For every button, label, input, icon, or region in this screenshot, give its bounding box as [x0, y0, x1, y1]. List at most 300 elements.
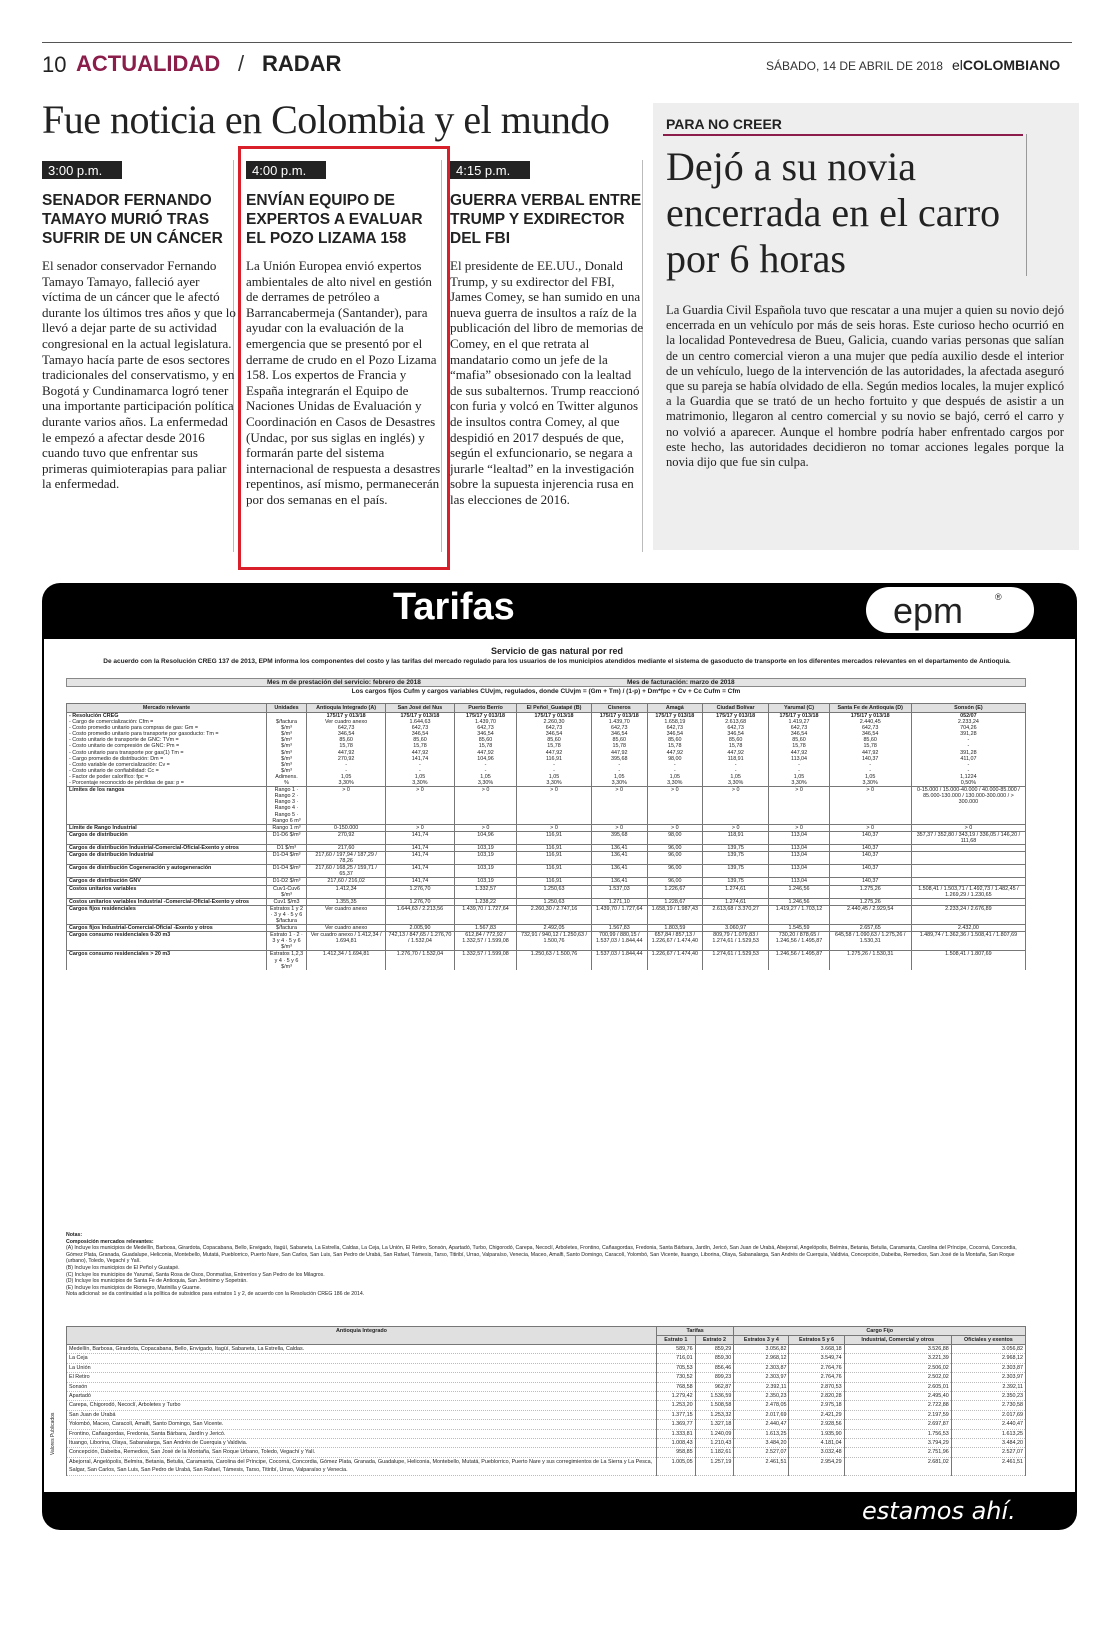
- cf-value: 2.017,69: [734, 1410, 789, 1419]
- table-cell: 15,78: [591, 743, 647, 749]
- row-unit: $/factura: [267, 925, 307, 932]
- table-cell: Ver cuadro anexo: [307, 719, 386, 725]
- cf-value: 2.681,02: [844, 1457, 951, 1475]
- table-cell: 140,37: [829, 878, 911, 885]
- time-badge: 4:00 p.m.: [246, 161, 326, 179]
- cf-municipality: Concepción, Dabeiba, Remedios, San José de la Montaña, San Roque Urbano, Toledo, Vegachí y Yalí.: [67, 1448, 657, 1457]
- cf-municipality: Ituango, Liborina, Olaya, Sabanalarga, San Andrés de Cuerquia y Valdivia.: [67, 1439, 657, 1448]
- table-row: [67, 925, 1026, 932]
- brief-title: SENADOR FERNANDO TAMAYO MURIÓ TRAS SUFRIR DE UN CÁNCER: [42, 192, 223, 247]
- cf-row: [67, 1420, 1026, 1429]
- table-cell: 85,60: [307, 737, 386, 743]
- table-cell: 346,54: [647, 731, 702, 737]
- table-cell: 1.250,63 / 1.500,76: [517, 951, 591, 970]
- table-cell: 15,78: [307, 743, 386, 749]
- table-cell: 118,91: [702, 756, 769, 762]
- table-cell: 1.439,70 / 1.727,64: [454, 905, 517, 924]
- table-cell: 346,54: [454, 731, 517, 737]
- row-label: - Resolución CREG: [67, 713, 267, 720]
- table-cell: -: [454, 762, 517, 768]
- cf-value: 2.975,18: [789, 1401, 844, 1410]
- table-cell: 15,78: [647, 743, 702, 749]
- row-unit: D1 $/m³: [267, 844, 307, 851]
- row-label: - Cargo promedio de distribución: Dm =: [67, 756, 267, 762]
- brief-body: La Unión Europea envió expertos ambientales de alto nivel en gestión de derrames de petróleo a Barrancabermeja (Santander), para ayudar con la evaluación de la emergencia que se presentó por el derrame de crudo en el Pozo Lizama 158. Los expertos de Francia y España integrarán el Equipo de Naciones Unidas de Evaluación y Coordinación en Casos de Desastres (Undac, por sus siglas en inglés) y formarán parte del sistema internacional de respuesta a desastres repentinos, así mismo, permanecerán por dos semanas en el país.: [246, 258, 441, 507]
- table-cell: 1.332,57: [454, 885, 517, 898]
- table-cell: 141,74: [386, 831, 454, 844]
- row-unit: $/factura: [267, 719, 307, 725]
- table-cell: 85,60: [454, 737, 517, 743]
- row-label: Cargos consumo residenciales 0-20 m3: [67, 932, 267, 951]
- side-tag: Valores Publicados: [50, 1412, 56, 1455]
- table-cell: -: [702, 768, 769, 774]
- table-cell: 85,60: [647, 737, 702, 743]
- sidebar-kicker: PARA NO CREER: [666, 116, 782, 132]
- cf-value: 589,76: [657, 1345, 696, 1354]
- table-cell: 1.439,70 / 1.727,64: [591, 905, 647, 924]
- table-row: [67, 878, 1026, 885]
- table-cell: 140,37: [829, 756, 911, 762]
- cf-value: 1.613,25: [951, 1429, 1025, 1438]
- table-cell: 1.355,35: [307, 898, 386, 905]
- table-cell: 642,73: [517, 725, 591, 731]
- table-cell: 116,91: [517, 878, 591, 885]
- table-cell: 1,05: [591, 774, 647, 780]
- table-cell: 1.274,61 / 1.529,53: [702, 951, 769, 970]
- table-cell: 85,60: [517, 737, 591, 743]
- table-cell: 85,60: [702, 737, 769, 743]
- table-cell: 1.274,61: [702, 898, 769, 905]
- table-cell: 1.545,59: [769, 925, 829, 932]
- table-cell: 175/17 y 013/18: [829, 713, 911, 720]
- table-cell: 1,05: [769, 774, 829, 780]
- table-cell: 346,54: [769, 731, 829, 737]
- table-row: [67, 831, 1026, 844]
- table-cell: 447,92: [454, 750, 517, 756]
- col-header: San José del Nus: [386, 704, 454, 713]
- note-text: (C) Incluye los municipios de Yarumal, Santa Rosa de Osos, Donmatías, Entrerríos y San Pedro de los Milagros.: [66, 1271, 325, 1278]
- table-cell: 3,30%: [454, 780, 517, 787]
- table-cell: 3.060,97: [702, 925, 769, 932]
- table-row: [67, 865, 1026, 878]
- table-cell: 1.246,56 / 1.495,87: [769, 951, 829, 970]
- cf-value: 2.502,02: [844, 1373, 951, 1382]
- cf-value: 2.495,40: [844, 1392, 951, 1401]
- note-line: [66, 1265, 1026, 1272]
- table-cell: -: [647, 768, 702, 774]
- note-text: (D) Incluye los municipios de Santa Fe de Antioquia, San Jerónimo y Sopetrán.: [66, 1278, 248, 1285]
- note-line: [66, 1245, 1026, 1265]
- table-cell: 2.657,65: [829, 925, 911, 932]
- table-cell: 1.412,34 / 1.694,81: [307, 951, 386, 970]
- table-cell: 136,41: [591, 844, 647, 851]
- registered-mark: ®: [995, 592, 1002, 602]
- table-cell: 1,05: [307, 774, 386, 780]
- cf-value: 1.240,09: [695, 1429, 734, 1438]
- table-cell: 391,28: [911, 731, 1025, 737]
- row-unit: Rango 1 m³: [267, 824, 307, 831]
- table-cell: 139,75: [702, 852, 769, 865]
- table-cell: > 0: [307, 787, 386, 825]
- table-cell: > 0: [517, 787, 591, 825]
- cf-group-tarifas: Tarifas: [657, 1327, 734, 1336]
- table-cell: 642,73: [647, 725, 702, 731]
- cf-value: 1.210,43: [695, 1439, 734, 1448]
- table-cell: -: [911, 768, 1025, 774]
- cf-value: 2.197,59: [844, 1410, 951, 1419]
- cf-value: 2.764,76: [789, 1373, 844, 1382]
- table-cell: 1.250,63: [517, 885, 591, 898]
- cf-value: 1.279,42: [657, 1392, 696, 1401]
- row-label: - Costo unitario de compresión de GNC: Pm =: [67, 743, 267, 749]
- table-cell: 113,04: [769, 852, 829, 865]
- table-cell: 346,54: [307, 731, 386, 737]
- cf-value: 3.032,48: [789, 1448, 844, 1457]
- tarifas-title: Tarifas: [393, 586, 515, 628]
- cf-value: 1.536,59: [695, 1392, 734, 1401]
- cf-value: 2.605,01: [844, 1382, 951, 1391]
- cf-value: 2.730,58: [951, 1401, 1025, 1410]
- table-cell: 1.419,27: [769, 719, 829, 725]
- row-unit: %: [267, 780, 307, 787]
- table-cell: 96,00: [647, 878, 702, 885]
- table-cell: > 0: [769, 824, 829, 831]
- cf-value: 1.253,20: [657, 1401, 696, 1410]
- time-badge: 3:00 p.m.: [42, 161, 122, 179]
- cf-value: 962,87: [695, 1382, 734, 1391]
- billing-period-bar: [66, 678, 1026, 687]
- row-label: Cargos de distribución Industrial: [67, 852, 267, 865]
- col-header: Mercado relevante: [67, 704, 267, 713]
- cf-value: 1.369,77: [657, 1420, 696, 1429]
- table-row: [67, 885, 1026, 898]
- row-unit: Estratos 1 y 2 · 3 y 4 · 5 y 6 $/factura: [267, 905, 307, 924]
- table-cell: 1.274,61: [702, 885, 769, 898]
- table-cell: -: [829, 768, 911, 774]
- table-cell: 391,28: [911, 750, 1025, 756]
- cf-value: 1.253,32: [695, 1410, 734, 1419]
- brief-title: ENVÍAN EQUIPO DE EXPERTOS A EVALUAR EL POZO LIZAMA 158: [246, 192, 423, 247]
- table-cell: 2.233,24: [911, 719, 1025, 725]
- row-unit: $/m³: [267, 731, 307, 737]
- cf-title: Antioquia Integrado: [67, 1327, 657, 1345]
- col-header: Sonsón (E): [911, 704, 1025, 713]
- sidebar-title: Dejó a su novia encerrada en el carro por 6 horas: [666, 144, 1001, 281]
- note-line: [66, 1285, 1026, 1292]
- table-cell: 346,54: [591, 731, 647, 737]
- cf-value: 2.440,47: [734, 1420, 789, 1429]
- row-label: - Costo unitario para transporte por gas(1) Tm =: [67, 750, 267, 756]
- cf-value: 1.257,19: [695, 1457, 734, 1475]
- table-cell: 217,60 / 197,94 / 187,29 / 78,26: [307, 852, 386, 865]
- cf-value: 3.056,82: [951, 1345, 1025, 1354]
- brief-title: GUERRA VERBAL ENTRE TRUMP Y EXDIRECTOR DEL FBI: [450, 192, 642, 247]
- table-cell: 116,91: [517, 865, 591, 878]
- table-cell: 346,54: [386, 731, 454, 737]
- table-cell: 642,73: [591, 725, 647, 731]
- row-unit: Rango 1 · Rango 2 · Rango 3 · Rango 4 · Rango 5 · Rango 6 m³: [267, 787, 307, 825]
- table-cell: 15,78: [517, 743, 591, 749]
- table-cell: > 0: [911, 824, 1025, 831]
- cf-value: 2.303,97: [951, 1373, 1025, 1382]
- row-label: Costos unitarios variables Industrial -Comercial-Oficial-Exento y otros: [67, 898, 267, 905]
- cf-municipality: Apartadó: [67, 1392, 657, 1401]
- row-label: Cargos de distribución Cogeneración y autogeneración: [67, 865, 267, 878]
- table-row: [67, 713, 1026, 720]
- table-cell: 139,75: [702, 878, 769, 885]
- table-cell: 052/07: [911, 713, 1025, 720]
- table-cell: -: [911, 762, 1025, 768]
- col-header: Puerto Berrío: [454, 704, 517, 713]
- table-cell: 98,00: [647, 756, 702, 762]
- table-cell: 98,00: [647, 831, 702, 844]
- table-cell: [911, 878, 1025, 885]
- col-header: Yarumal (C): [769, 704, 829, 713]
- cf-municipality: Sonsón: [67, 1382, 657, 1391]
- cf-row: [67, 1439, 1026, 1448]
- brief-body: El presidente de EE.UU., Donald Trump, y su exdirector del FBI, James Comey, se han sumido en una nueva guerra de insultos a raíz de la publicación del libro de memorias de Comey, en el que retrata al mandatario como un jefe de la “mafia” obsesionado con la lealtad de sus subalternos. Trump reaccionó con furia y volcó en Twitter algunos de insultos contra Comey, al que despidió en 2017 después de que, según el exfuncionario, se negara a jurarle “lealtad” en la investigación sobre la supuesta injerencia rusa en las elecciones de 2016.: [450, 258, 644, 507]
- table-cell: 141,74: [386, 878, 454, 885]
- cf-value: 1.935,90: [789, 1429, 844, 1438]
- row-unit: $/m³: [267, 750, 307, 756]
- table-cell: 447,92: [517, 750, 591, 756]
- row-label: - Factor de poder calorífico: fpc =: [67, 774, 267, 780]
- table-cell: 1.419,27 / 1.703,12: [769, 905, 829, 924]
- table-cell: 118,91: [702, 831, 769, 844]
- cf-value: 2.751,96: [844, 1448, 951, 1457]
- cf-value: 2.017,69: [951, 1410, 1025, 1419]
- table-cell: 642,73: [454, 725, 517, 731]
- cf-value: 2.870,53: [789, 1382, 844, 1391]
- cf-value: 3.484,20: [734, 1439, 789, 1448]
- table-row: [67, 844, 1026, 851]
- cf-value: 4.181,04: [789, 1439, 844, 1448]
- cf-value: 1.333,81: [657, 1429, 696, 1438]
- cf-municipality: El Retiro: [67, 1373, 657, 1382]
- cf-value: 3.668,18: [789, 1345, 844, 1354]
- cf-value: 2.928,56: [789, 1420, 844, 1429]
- row-unit: $/m³: [267, 756, 307, 762]
- cf-row: [67, 1373, 1026, 1382]
- row-label: - Costo promedio unitario para compras de gas: Gm =: [67, 725, 267, 731]
- cf-value: 716,01: [657, 1354, 696, 1363]
- table-cell: 1,05: [454, 774, 517, 780]
- table-cell: 175/17 y 013/18: [386, 713, 454, 720]
- cf-value: 1.327,18: [695, 1420, 734, 1429]
- tariff-formula: Los cargos fijos Cufm y cargos variables CUvjm, regulados, donde CUvjm = (Gm + Tm) / (1-p) + Dm*fpc + Cv + Cc Cufm = Cfm: [351, 688, 741, 695]
- table-row: [67, 780, 1026, 787]
- table-cell: 136,41: [591, 852, 647, 865]
- cf-municipality: Carepa, Chigorodó, Necoclí, Arboletes y Turbo: [67, 1401, 657, 1410]
- table-cell: 395,68: [591, 831, 647, 844]
- table-cell: 1.246,56: [769, 898, 829, 905]
- note-line: [66, 1232, 1026, 1239]
- table-cell: 1.658,19: [647, 719, 702, 725]
- cf-value: 3.221,39: [844, 1354, 951, 1363]
- table-cell: 104,96: [454, 756, 517, 762]
- table-cell: 1.276,70: [386, 885, 454, 898]
- table-cell: 2.492,05: [517, 925, 591, 932]
- table-cell: 1.508,41 / 1.807,69: [911, 951, 1025, 970]
- row-label: Cargos fijos Industrial-Comercial-Oficial -Exento y otros: [67, 925, 267, 932]
- cf-value: 2.764,76: [789, 1363, 844, 1372]
- table-cell: 1.439,70: [454, 719, 517, 725]
- table-cell: -: [769, 768, 829, 774]
- table-cell: 2.613,68: [702, 719, 769, 725]
- row-label: Cargos de distribución GNV: [67, 878, 267, 885]
- table-cell: 732,91 / 940,12 / 1.250,63 / 1.500,76: [517, 932, 591, 951]
- table-row: [67, 951, 1026, 970]
- sidebar-body: La Guardia Civil Española tuvo que rescatar a una mujer a quien su novio dejó encerrada en un vehículo por más de seis horas. Este curioso hecho ocurrió en la localidad Pontevedresa de Bueu, Galicia, cuando varias personas que salían de un centro comercial vieron a una mujer que pedía auxilio desde el interior de un vehículo, luego de la intervención de las autoridades, la afectada aseguró que su pareja se había olvidado de ella. Según medios locales, la mujer explicó a la Guardia que se trató de un hecho fortuito y que después de asistir a un matrimonio, llegaron al centro comercial y su novio se bajó, cerró el carro y no volvió a aparecer. Aunque el hombre podría haber enfrentado cargos por este hecho, las autoridades decidieron no tomar acciones legales porque la novia dijo que fue sin culpa.: [666, 303, 1064, 470]
- row-label: Límites de los rangos: [67, 787, 267, 825]
- table-cell: 3,30%: [702, 780, 769, 787]
- table-cell: 346,54: [702, 731, 769, 737]
- table-cell: 1.644,63 / 2.213,56: [386, 905, 454, 924]
- table-cell: 85,60: [591, 737, 647, 743]
- table-cell: 85,60: [386, 737, 454, 743]
- cf-value: 705,53: [657, 1363, 696, 1372]
- billing-month: Mes de facturación: marzo de 2018: [627, 679, 735, 686]
- table-cell: 2.260,30: [517, 719, 591, 725]
- table-cell: 642,73: [769, 725, 829, 731]
- cf-municipality: Yolombó, Maceo, Caracolí, Amalfi, Santo Domingo, San Vicente.: [67, 1420, 657, 1429]
- table-cell: 103,19: [454, 878, 517, 885]
- cf-row: [67, 1354, 1026, 1363]
- cf-value: 2.527,07: [734, 1448, 789, 1457]
- gas-service-title: Servicio de gas natural por red: [490, 646, 624, 656]
- table-cell: 140,37: [829, 865, 911, 878]
- table-cell: 96,00: [647, 852, 702, 865]
- cf-value: 856,46: [695, 1363, 734, 1372]
- table-cell: > 0: [647, 824, 702, 831]
- table-cell: 136,41: [591, 865, 647, 878]
- fixed-charge-table: [66, 1326, 1026, 1476]
- table-cell: -: [911, 743, 1025, 749]
- cf-value: 2.954,29: [789, 1457, 844, 1475]
- table-cell: -: [911, 737, 1025, 743]
- table-cell: -: [386, 762, 454, 768]
- table-cell: 1.508,41 / 1.503,71 / 1.492,73 / 1.482,45 / 1.269,29 / 1.230,65: [911, 885, 1025, 898]
- table-cell: 704,26: [911, 725, 1025, 731]
- table-cell: 175/17 y 013/18: [517, 713, 591, 720]
- table-cell: > 0: [591, 824, 647, 831]
- table-cell: 447,92: [386, 750, 454, 756]
- news-brief: [42, 160, 237, 492]
- table-cell: 2.432,00: [911, 925, 1025, 932]
- table-cell: 140,37: [829, 852, 911, 865]
- table-row: [67, 852, 1026, 865]
- note-line: [66, 1291, 1026, 1298]
- row-label: Cargos fijos residenciales: [67, 905, 267, 924]
- cf-value: 2.350,23: [734, 1392, 789, 1401]
- cf-municipality: La Ceja: [67, 1354, 657, 1363]
- issue-date: SÁBADO, 14 DE ABRIL DE 2018: [766, 59, 943, 73]
- table-cell: -: [386, 768, 454, 774]
- table-cell: 0-150.000: [307, 824, 386, 831]
- cf-value: 1.508,58: [695, 1401, 734, 1410]
- table-cell: 15,78: [454, 743, 517, 749]
- news-brief: [246, 160, 441, 508]
- table-cell: 141,74: [386, 865, 454, 878]
- cf-value: 2.303,97: [734, 1373, 789, 1382]
- table-cell: 0-15.000 / 15.000-40.000 / 40.000-85.000 / 85.000-130.000 / 130.000-300.000 / > 300.000: [911, 787, 1025, 825]
- column-rule: [441, 160, 442, 552]
- cf-value: 3.056,82: [734, 1345, 789, 1354]
- cf-value: 768,58: [657, 1382, 696, 1391]
- table-cell: 1.567,83: [454, 925, 517, 932]
- table-cell: 175/17 y 013/18: [307, 713, 386, 720]
- cf-row: [67, 1401, 1026, 1410]
- table-cell: 96,00: [647, 865, 702, 878]
- table-cell: 1,05: [647, 774, 702, 780]
- table-cell: > 0: [769, 787, 829, 825]
- table-cell: -: [307, 768, 386, 774]
- row-label: - Costo unitario de confiabilidad: Cc =: [67, 768, 267, 774]
- cf-value: 2.722,88: [844, 1401, 951, 1410]
- table-cell: > 0: [454, 787, 517, 825]
- table-cell: 730,20 / 878,65 / 1.246,56 / 1.495,87: [769, 932, 829, 951]
- table-cell: > 0: [702, 824, 769, 831]
- cf-value: 859,30: [695, 1354, 734, 1363]
- row-unit: D1-D4 $/m³: [267, 852, 307, 865]
- table-cell: 113,04: [769, 844, 829, 851]
- table-cell: -: [769, 762, 829, 768]
- note-text: (E) Incluye los municipios de Rionegro, Marinilla y Guarne.: [66, 1284, 201, 1291]
- table-cell: 175/17 y 013/18: [702, 713, 769, 720]
- row-unit: D1-D2 $/m³: [267, 878, 307, 885]
- table-cell: 1.250,63: [517, 898, 591, 905]
- table-cell: 1,05: [702, 774, 769, 780]
- row-unit: $/m³: [267, 762, 307, 768]
- table-cell: 113,04: [769, 865, 829, 878]
- cf-value: 2.392,11: [951, 1382, 1025, 1391]
- cf-row: [67, 1382, 1026, 1391]
- table-cell: 1.276,70 / 1.532,04: [386, 951, 454, 970]
- cf-value: 2.461,51: [951, 1457, 1025, 1475]
- table-cell: 3,30%: [769, 780, 829, 787]
- cf-value: 3.794,29: [844, 1439, 951, 1448]
- cf-col-header: Estratos 5 y 6: [789, 1336, 844, 1345]
- news-brief: [450, 160, 645, 508]
- table-cell: 1.567,83: [591, 925, 647, 932]
- subsection-name: RADAR: [262, 51, 342, 76]
- section-separator: /: [238, 51, 245, 76]
- table-cell: 1.238,22: [454, 898, 517, 905]
- table-cell: Ver cuadro anexo: [307, 905, 386, 924]
- cf-value: 1.008,43: [657, 1439, 696, 1448]
- row-unit: $/m³: [267, 737, 307, 743]
- table-cell: 217,60 / 168,25 / 159,71 / 65,37: [307, 865, 386, 878]
- service-month: Mes m de prestación del servicio: febrero de 2018: [267, 679, 421, 686]
- brief-body: El senador conservador Fernando Tamayo Tamayo, falleció ayer víctima de un cáncer que le afectó durante los últimos tres años y que lo llevó a dejar parte de su actividad congresional en la actual legislatura. Tamayo hacía parte de esos sectores tradicionales del conservatismo, y en Bogotá y Cundinamarca logró tener una importante participación política durante varios años. La enfermedad le empezó a afectar desde 2016 cuando tuvo que enfrentar sus primeras quimioterapias para paliar la enfermedad.: [42, 258, 236, 492]
- page-headline: Fue noticia en Colombia y el mundo: [42, 97, 610, 142]
- table-cell: 1.803,59: [647, 925, 702, 932]
- table-cell: 1.332,57 / 1.599,08: [454, 951, 517, 970]
- cf-value: 2.968,12: [951, 1354, 1025, 1363]
- table-cell: 346,54: [829, 731, 911, 737]
- note-text: (A) Incluye los municipios de Medellín, Barbosa, Girardota, Copacabana, Bello, Envigado, Itagüí, Sabaneta, La Estrella, Caldas, La Ceja, La Unión, El Retiro, Sonsón, Apartadó, Turbo, Chigorodó, Carepa, Necoclí, Arboletes, Frontino, Cañasgordas, Fredonia, Santa Bárbara, Jardín, Jericó, San Juan de Urabá, Abejorral, Angelópolis, Belmira, Betania, Betulia, Caramanta, Carolina del Príncipe, Cocorná, Concordia, Gómez Plata, Granada, Guadalupe, Heliconia, Montebello, Mutatá, Pueblorrico, Puerto Nare, San Carlos, San Luis, San Pedro de Urabá, San Rafael, Támesis, Tarso, Titiribí, Urrao, Valparaíso, Venecia, Maceo, Amalfi, Santo Domingo, Caracolí, Yolombó, San Vicente, Ituango, Liborina, Olaya, Sabanalarga, San Andrés de Cuerquia, Valdivia, Concepción, Dabeiba, Remedios, San José de la Montaña, San Roque (urbano), Toledo, Vegachí y Yalí.: [66, 1245, 1017, 1265]
- table-cell: 113,04: [769, 756, 829, 762]
- table-cell: > 0: [647, 787, 702, 825]
- table-cell: 1.537,03: [591, 885, 647, 898]
- table-cell: 3,30%: [517, 780, 591, 787]
- table-cell: > 0: [829, 787, 911, 825]
- row-label: Cargos de distribución: [67, 831, 267, 844]
- table-cell: 447,92: [307, 750, 386, 756]
- note-text: (B) Incluye los municipios de El Peñol y Guatapé.: [66, 1264, 180, 1271]
- cf-value: 2.527,07: [951, 1448, 1025, 1457]
- table-cell: 141,74: [386, 756, 454, 762]
